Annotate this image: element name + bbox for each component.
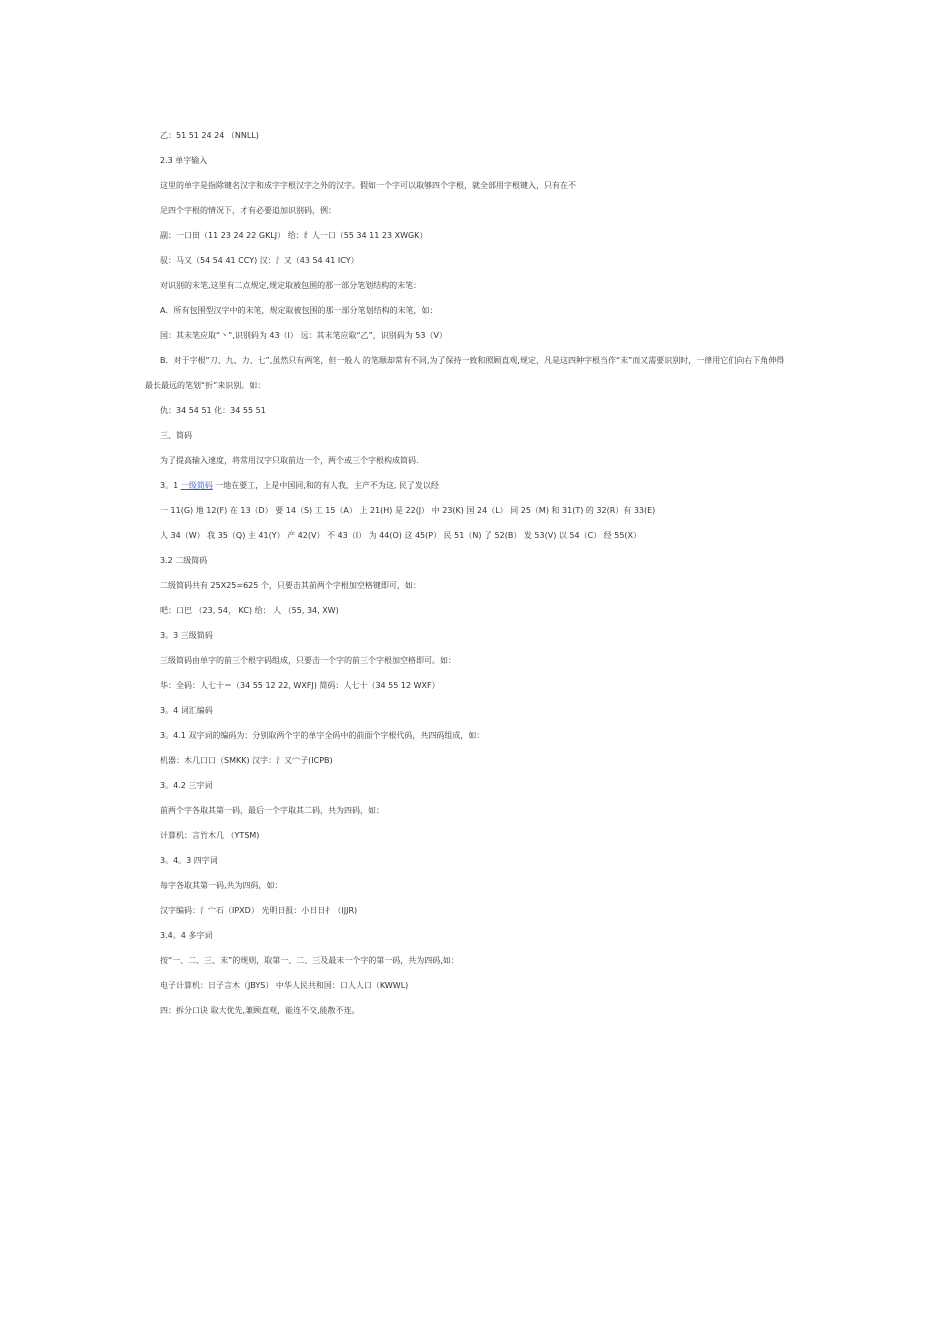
section-heading: 三、简码 [160, 431, 192, 440]
text-line: 最长最远的笔划“折”来识别。如： [145, 381, 266, 390]
text-line: 副：一口田（11 23 24 22 GKLJ） 给：纟人一口（55 34 11 23 XWGK） [160, 231, 428, 240]
section-heading: 3。4.2 三字词 [160, 781, 213, 790]
section-heading: 3。3 三级简码 [160, 631, 213, 640]
text-line: 国：其末笔应取“丶”,识别码为 43（I） 远：其末笔应取“乙”，识别码为 53（V） [160, 331, 447, 340]
section-heading: 3.4。4 多字词 [160, 931, 213, 940]
text-line: 对识别的末笔,这里有二点规定,规定取被包围的那一部分笔划结构的末笔： [160, 281, 422, 290]
section-heading: 2.3 单字输入 [160, 156, 208, 165]
text-suffix: 一地在要工，上是中国同,和的有人我，主产不为这, 民了发以经 [212, 481, 439, 490]
text-line: 按“一、二、三、末”的规则，取第一、二、三及最末一个字的第一码，共为四码,如： [160, 956, 459, 965]
text-line: 足四个字根的情况下，才有必要追加识别码，例： [160, 206, 336, 215]
text-line: 这里的单字是指除键名汉字和成字字根汉字之外的汉字。假如一个字可以取够四个字根，就全部用字根键入，只有在不 [160, 181, 576, 190]
text-line: 三级简码由单字的前三个根字码组成，只要击一个字的前三个字根加空格即可。如： [160, 656, 456, 665]
section-heading: 3。4。3 四字词 [160, 856, 218, 865]
text-line: 前两个字各取其第一码，最后一个字取其二码，共为四码，如： [160, 806, 384, 815]
text-line: 吧：口巴 （23, 54， KC) 给： 人 （55, 34, XW) [160, 606, 339, 615]
text-line: 二级简码共有 25X25=625 个，只要击其前两个字根加空格键即可，如： [160, 581, 421, 590]
text-line: 驭：马又（54 54 41 CCY) 汉：氵又（43 54 41 ICY） [160, 256, 359, 265]
text-line-with-link [160, 480, 439, 492]
section-heading: 3。4 词汇编码 [160, 706, 213, 715]
text-line: 人 34（W） 我 35（Q) 主 41(Y） 产 42(V） 不 43（I） 为 44(O) 这 45(P） 民 51（N) 了 52(B） 发 53(V) 以 54（C） 经 55(X） [160, 531, 642, 540]
text-line: 四：拆分口诀 取大优先,兼顾直观，能连不交,能散不连。 [160, 1006, 360, 1015]
text-line: 仇：34 54 51 化：34 55 51 [160, 406, 266, 415]
text-line: 机器：木几口口（SMKK) 汉字：氵又宀子(ICPB) [160, 756, 333, 765]
text-line: 计算机：言竹木几 （YTSM) [160, 831, 260, 840]
text-line: A．所有包围型汉字中的末笔，规定取被包围的那一部分笔划结构的末笔，如： [160, 306, 438, 315]
text-line: B．对于字根“刀、九、力、七”,虽然只有两笔，但一般人 的笔顺却常有不同,为了保持一致和照顾直观,规定，凡是这四种字根当作“末”而又需要识别时，一律用它们向右下角伸得 [160, 356, 785, 365]
text-line: 华：全码：人七十＝（34 55 12 22, WXFJ) 简码：人七十（34 55 12 WXF） [160, 681, 440, 690]
level-one-code-link[interactable]: 一级简码 [180, 481, 213, 490]
text-line: 电子计算机：日子言木（JBYS） 中华人民共和国：口人人口（KWWL) [160, 981, 409, 990]
section-heading: 3.2 二级简码 [160, 556, 208, 565]
text-line: 3。4.1 双字词的编码为：分别取两个字的单字全码中的前面个字根代码，共四码组成，如： [160, 731, 485, 740]
text-prefix: 3。1 [160, 481, 181, 490]
text-line: 乙：51 51 24 24 （NNLL) [160, 131, 259, 140]
text-line: 为了提高输入速度，将常用汉字只取前边一个，两个或三个字根构成简码. [160, 456, 419, 465]
text-line: 一 11(G) 地 12(F) 在 13（D） 要 14（S) 工 15（A） 上 21(H) 是 22(J） 中 23(K) 国 24（L） 同 25（M) 和 31(T) 的 32(R）有 33(E) [160, 506, 656, 515]
text-line: 汉字编码：氵宀石（IPXD） 光明日报：小日日扌（IJJR) [160, 906, 358, 915]
text-line: 每字各取其第一码,共为四码，如： [160, 881, 283, 890]
